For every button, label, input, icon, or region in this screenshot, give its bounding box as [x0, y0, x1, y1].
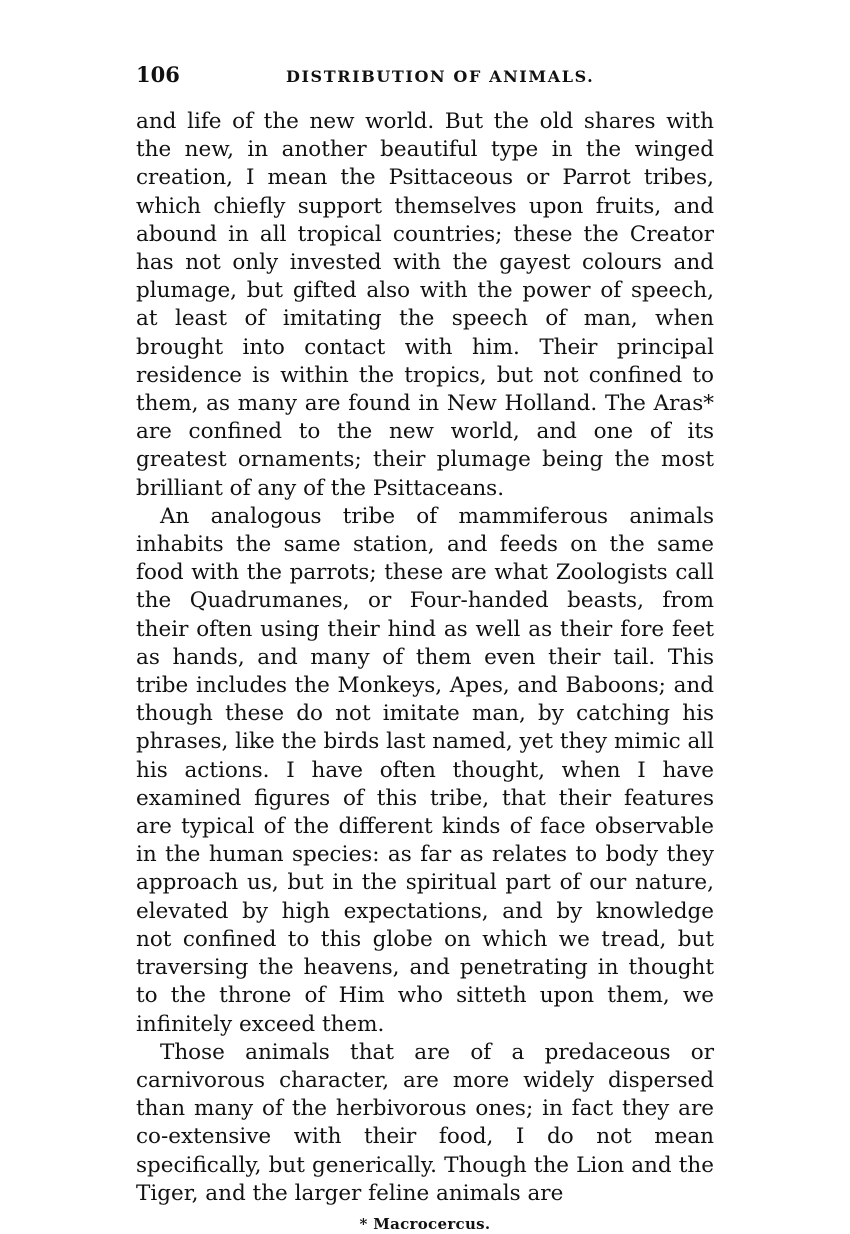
paragraph-parrots: and life of the new world. But the old shares with the new, in another beautiful type in the winged creation, I mean the Psittaceous or Parrot tribes, which chiefly support themselves upon fruits, and abound in all tropical countries; these the Creator has not only invested with the gayest colours and plumage, but gifted also with the power of speech, at least of imitating the speech of man, when brought into contact with him. Their principal residence is within the tropics, but not confined to them, as many are found in New Holland. The Aras* are confined to the new world, and one of its greatest ornaments; their plumage being the most brilliant of any of the Psittaceans. [136, 109, 714, 501]
paragraph-carnivores: Those animals that are of a predaceous or carnivorous character, are more widely dispersed than many of the herbivorous ones; in fact they are co-extensive with their food, I do not mean specifically, but generically. Though the Lion and the Tiger, and the larger feline animals are [136, 1039, 714, 1206]
paragraph-quadrumanes: An analogous tribe of mammiferous animals inhabits the same station, and feeds on the same food with the parrots; these are what Zoologists call the Quadrumanes, or Four-handed beasts, from their often using their hind as well as their fore feet as hands, and many of them even their tail. This tribe includes the Monkeys, Apes, and Baboons; and though these do not imitate man, by catching his phrases, like the birds last named, yet they mimic all his actions. I have often thought, when I have examined figures of this tribe, that their features are typical of the different kinds of face observable in the human species: as far as relates to body they approach us, but in the spiritual part of our nature, elevated by high expectations, and by knowledge not confined to this globe on which we tread, but traversing the heavens, and penetrating in thought to the throne of Him who sitteth upon them, we infinitely exceed them. [136, 503, 715, 1037]
footnote: * Macrocercus. [359, 1214, 491, 1233]
running-head [136, 60, 714, 96]
book-page [136, 60, 714, 1234]
page-number: 106 [136, 62, 180, 87]
body-text [136, 108, 714, 1208]
running-title: DISTRIBUTION OF ANIMALS. [286, 67, 595, 86]
